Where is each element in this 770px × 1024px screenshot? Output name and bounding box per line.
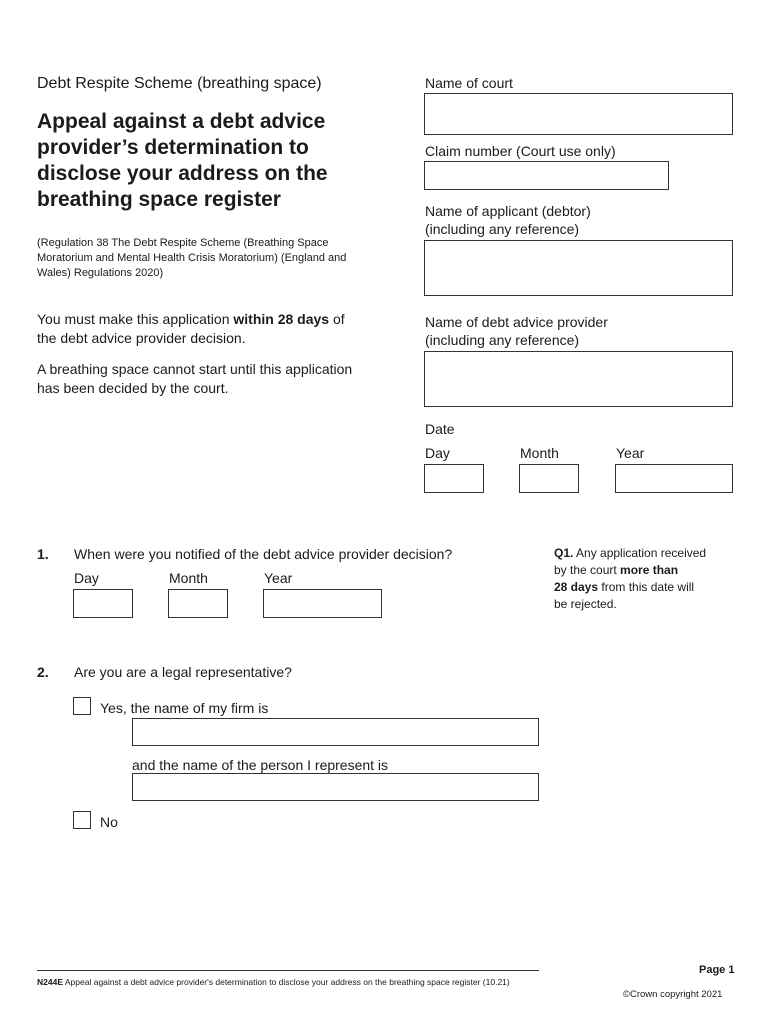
claim-number-input[interactable] [424,161,669,190]
regulation-text [37,236,346,281]
deadline-emphasis: within 28 days [233,311,330,327]
q1-number: 1. [37,546,49,562]
firm-name-input[interactable] [132,718,539,746]
applicant-name-input[interactable] [424,240,733,296]
provider-label-reference: (including any reference) [425,332,580,348]
q1-year-input[interactable] [263,589,382,618]
copyright: ©Crown copyright 2021 [623,989,723,1000]
regulation-line: (Regulation 38 The Debt Respite Scheme (Breathing Space [37,237,329,249]
title-line: disclose your address on the [37,162,328,185]
provider-label: Name of debt advice provider [425,314,608,330]
q2-question: Are you are a legal representative? [74,664,292,680]
applicant-label-reference: (including any reference) [425,221,580,237]
q1-question: When were you notified of the debt advice provider decision? [74,546,453,562]
date-day-label: Day [425,445,450,461]
date-year-input[interactable] [615,464,733,493]
instruction-deadline: You must make this application within 28 days of the debt advice provider decision. [37,311,345,346]
person-represented-label: and the name of the person I represent is [132,757,389,773]
yes-label: Yes, the name of my firm is [100,700,269,716]
claim-number-label: Claim number (Court use only) [425,143,616,159]
regulation-line: Wales) Regulations 2020) [37,267,164,279]
date-label: Date [425,421,455,437]
q1-month-input[interactable] [168,589,228,618]
form-code: N244E [37,977,63,987]
q1-day-label: Day [74,570,99,586]
date-year-label: Year [616,445,645,461]
q2-number: 2. [37,664,49,680]
q1-year-label: Year [264,570,293,586]
regulation-line: Moratorium and Mental Health Crisis Moratorium) (England and [37,252,347,264]
scheme-name: Debt Respite Scheme (breathing space) [37,75,322,92]
title-line: Appeal against a debt advice [37,110,326,133]
q1-month-label: Month [169,570,208,586]
provider-name-input[interactable] [424,351,733,407]
form-title: Appeal against a debt advice provider's determination to disclose your address on the breathing space register (10.21) [63,977,510,987]
q1-note: Q1. Any application received by the court more than 28 days from this date will be rejected. [554,546,707,611]
footer-divider [37,970,539,971]
title-line: provider’s determination to [37,136,309,159]
date-month-label: Month [520,445,559,461]
q1-day-input[interactable] [73,589,133,618]
title-line: breathing space register [37,188,281,211]
page-title [37,109,328,213]
yes-checkbox[interactable] [73,697,91,715]
instruction-breathing-space: A breathing space cannot start until this application has been decided by the court. [37,361,353,396]
date-month-input[interactable] [519,464,579,493]
date-day-input[interactable] [424,464,484,493]
applicant-label: Name of applicant (debtor) [425,203,591,219]
no-checkbox[interactable] [73,811,91,829]
no-label: No [100,814,118,830]
court-name-input[interactable] [424,93,733,135]
page-number: Page 1 [699,964,735,976]
form-reference [37,976,510,988]
person-represented-input[interactable] [132,773,539,801]
court-name-label: Name of court [425,75,513,91]
